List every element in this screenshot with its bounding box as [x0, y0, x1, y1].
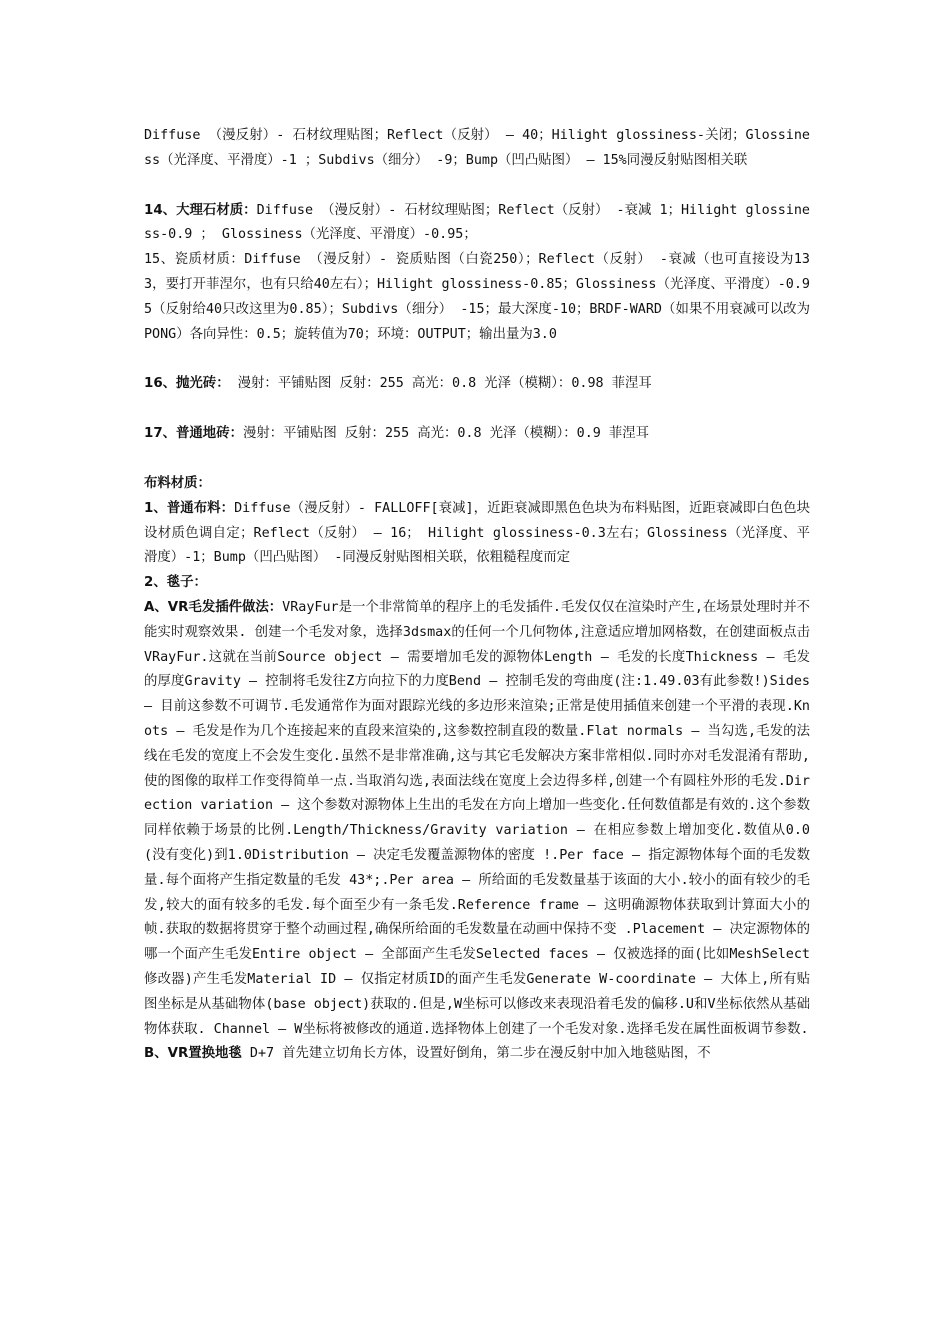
- paragraph-common-fabric: [144, 497, 810, 571]
- section-heading-carpet: [144, 571, 810, 596]
- paragraph-text: D+7 首先建立切角长方体，设置好倒角，第二步在漫反射中加入地毯贴图，不: [241, 1046, 711, 1062]
- paragraph-gap: [144, 397, 810, 422]
- section-heading: 2、毯子：: [144, 575, 207, 591]
- paragraph-gap: [144, 174, 810, 199]
- paragraph-text: 漫射：平铺贴图 反射：255 高光：0.8 光泽（模糊）：0.98 菲涅耳: [229, 376, 652, 392]
- paragraph-vr-displacement-carpet: [144, 1042, 810, 1067]
- paragraph-text: Diffuse （漫反射）- 石材纹理贴图；Reflect（反射） -衰减 1；Hilight glossiness-0.9 ； Glossiness（光泽度、平滑度）-0.95；: [144, 202, 810, 243]
- paragraph-text: 漫射：平铺贴图 反射：255 高光：0.8 光泽（模糊）：0.9 菲涅耳: [242, 426, 650, 442]
- paragraph-heading: 14、大理石材质：: [144, 202, 257, 218]
- paragraph-text: Diffuse（漫反射）- FALLOFF[衰减]，近距衰减即黑色色块为布料贴图，近距衰减即白色色块设材质色调自定；Reflect（反射） – 16； Hilight glossiness-0.3左右；Glossiness（光泽度、平滑度）-1；Bump（凹凸贴图） -同漫反射贴图相关联，依粗糙程度而定: [144, 500, 810, 566]
- paragraph-gap: [144, 447, 810, 472]
- section-heading-fabric: [144, 472, 810, 497]
- paragraph-polished-tile: [144, 372, 810, 397]
- paragraph-heading: B、VR置换地毯: [144, 1046, 242, 1062]
- paragraph-floor-tile: [144, 422, 810, 447]
- paragraph-heading: A、VR毛发插件做法：: [144, 599, 283, 615]
- paragraph-heading: 17、普通地砖：: [144, 426, 243, 442]
- paragraph-porcelain-material: [144, 248, 810, 347]
- document-page: [144, 124, 810, 1067]
- section-heading: 布料材质：: [144, 475, 211, 491]
- paragraph-text: 15、瓷质材质：Diffuse （漫反射）- 瓷质贴图（白瓷250）；Reflect（反射） -衰减（也可直接设为133，要打开菲涅尔，也有只给40左右）；Hilight glossiness-0.85；Glossiness（光泽度、平滑度）-0.95（反射给40只改这里为0.85）；Subdivs（细分） -15；最大深度-10；BRDF-WARD（如果不用衰减可以改为PONG）各向异性：0.5；旋转值为70；环境：OUTPUT；输出量为3.0: [144, 252, 810, 342]
- paragraph-heading: 16、抛光砖：: [144, 376, 230, 392]
- paragraph-vrayfur: [144, 596, 810, 1042]
- paragraph-marble-material: [144, 199, 810, 249]
- paragraph-gap: [144, 347, 810, 372]
- paragraph-heading: 1、普通布料：: [144, 500, 235, 516]
- paragraph-stone-material: [144, 124, 810, 174]
- paragraph-text: VRayFur是一个非常简单的程序上的毛发插件.毛发仅仅在渲染时产生,在场景处理时并不能实时观察效果. 创建一个毛发对象，选择3dsmax的任何一个几何物体,注意适应增加网格数，在创建面板点击VRayFur.这就在当前Source object – 需要增加毛发的源物体Length – 毛发的长度Thickness – 毛发的厚度Gravity – 控制将毛发往Z方向拉下的力度Bend – 控制毛发的弯曲度(注:1.49.03有此参数!)Sides – 目前这参数不可调节.毛发通常作为面对跟踪光线的多边形来渲染;正常是使用插值来创建一个平滑的表现.Knots – 毛发是作为几个连接起来的直段来渲染的,这参数控制直段的数量.Flat normals – 当勾选,毛发的法线在毛发的宽度上不会发生变化.虽然不是非常准确,这与其它毛发解决方案非常相似.同时亦对毛发混淆有帮助,使的图像的取样工作变得简单一点.当取消勾选,表面法线在宽度上会边得多样,创建一个有圆柱外形的毛发.Direction variation – 这个参数对源物体上生出的毛发在方向上增加一些变化.任何数值都是有效的.这个参数同样依赖于场景的比例.Length/Thickness/Gravity variation – 在相应参数上增加变化.数值从0.0(没有变化)到1.0Distribution – 决定毛发覆盖源物体的密度 !.Per face – 指定源物体每个面的毛发数量.每个面将产生指定数量的毛发 43*;.Per area – 所给面的毛发数量基于该面的大小.较小的面有较少的毛发,较大的面有较多的毛发.每个面至少有一条毛发.Reference frame – 这明确源物体获取到计算面大小的帧.获取的数据将贯穿于整个动画过程,确保所给面的毛发数量在动画中保持不变 .Placement – 决定源物体的哪一个面产生毛发Entire object – 全部面产生毛发Selected faces – 仅被选择的面(比如MeshSelect修改器)产生毛发Material ID – 仅指定材质ID的面产生毛发Generate W-coordinate – 大体上,所有贴图坐标是从基础物体(base object)获取的.但是,W坐标可以修改来表现沿着毛发的偏移.U和V坐标依然从基础物体获取. Channel – W坐标将被修改的通道.选择物体上创建了一个毛发对象.选择毛发在属性面板调节参数.: [144, 599, 811, 1037]
- paragraph-text: Diffuse （漫反射）- 石材纹理贴图；Reflect（反射） – 40；Hilight glossiness-关闭；Glossiness（光泽度、平滑度）-1 ；Subdivs（细分） -9；Bump（凹凸贴图） – 15%同漫反射贴图相关联: [144, 128, 810, 168]
